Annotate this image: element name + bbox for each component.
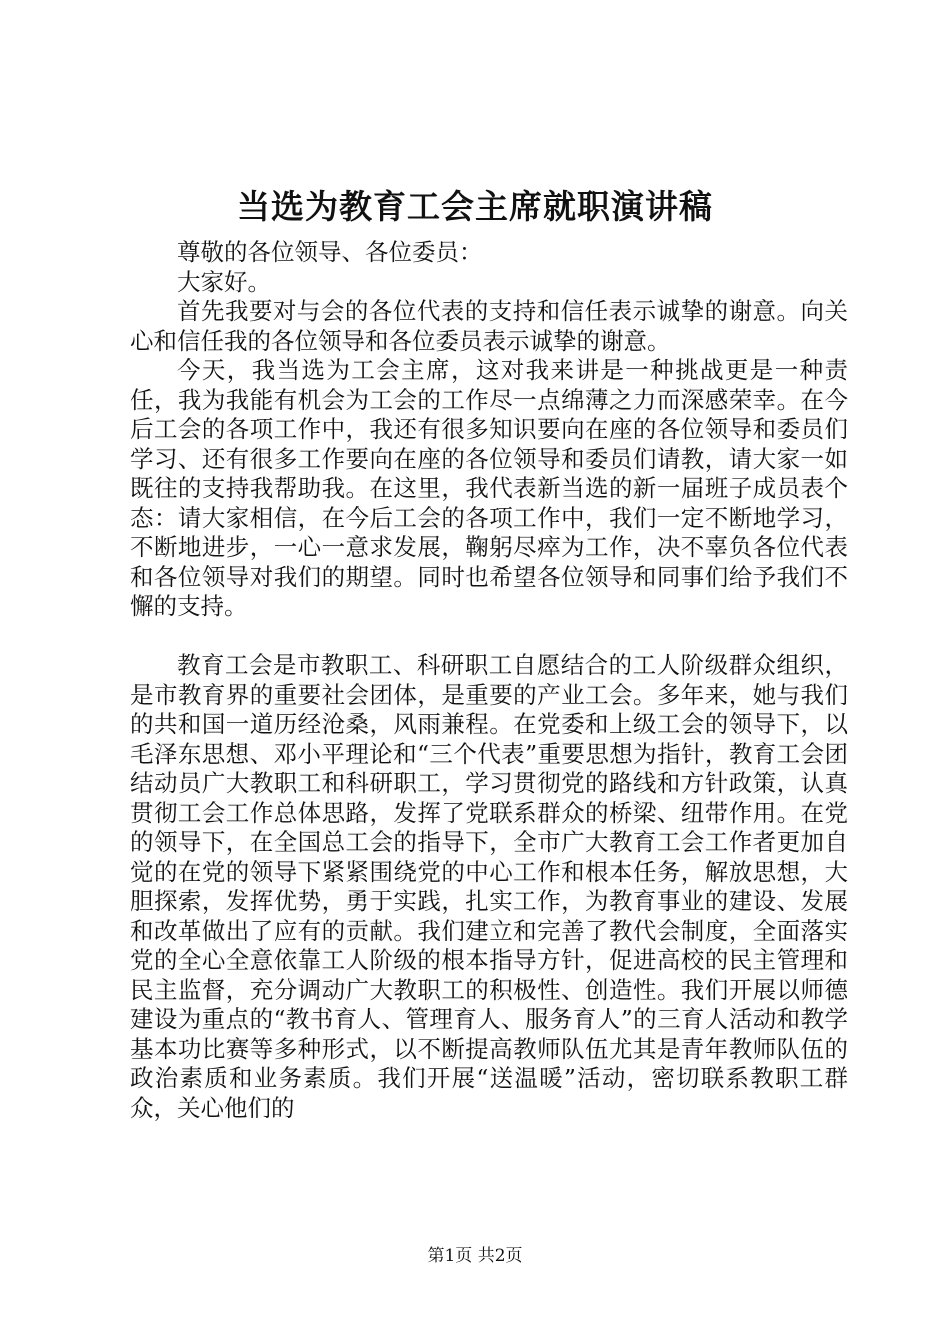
paragraph-thanks: 首先我要对与会的各位代表的支持和信任表示诚挚的谢意。向关心和信任我的各位领导和各位委员表示诚挚的谢意。 bbox=[130, 297, 848, 355]
document-title: 当选为教育工会主席就职演讲稿 bbox=[237, 187, 713, 226]
page-footer: 第1页 共2页 bbox=[427, 1246, 523, 1266]
paragraph-union-history: 教育工会是市教职工、科研职工自愿结合的工人阶级群众组织，是市教育界的重要社会团体，是重要的产业工会。多年来，她与我们的共和国一道历经沧桑，风雨兼程。在党委和上级工会的领导下，以毛泽东思想、邓小平理论和“三个代表”重要思想为指针，教育工会团结动员广大教职工和科研职工，学习贯彻党的路线和方针政策，认真贯彻工会工作总体思路，发挥了党联系群众的桥梁、纽带作用。在党的领导下，在全国总工会的指导下，全市广大教育工会工作者更加自觉的在党的领导下紧紧围绕党的中心工作和根本任务，解放思想，大胆探索，发挥优势，勇于实践，扎实工作，为教育事业的建设、发展和改革做出了应有的贡献。我们建立和完善了教代会制度，全面落实党的全心全意依靠工人阶级的根本指导方针，促进高校的民主管理和民主监督，充分调动广大教职工的积极性、创造性。我们开展以师德建设为重点的“教书育人、管理育人、服务育人”的三育人活动和教学基本功比赛等多种形式，以不断提高教师队伍尤其是青年教师队伍的政治素质和业务素质。我们开展“送温暖”活动，密切联系教职工群众，关心他们的 bbox=[130, 651, 848, 1122]
greeting: 大家好。 bbox=[177, 267, 271, 296]
document-body bbox=[130, 238, 848, 1123]
paragraph-responsibility: 今天，我当选为工会主席，这对我来讲是一种挑战更是一种责任，我为我能有机会为工会的工作尽一点绵薄之力而深感荣幸。在今后工会的各项工作中，我还有很多知识要向在座的各位领导和委员们学习、还有很多工作要向在座的各位领导和委员们请教，请大家一如既往的支持我帮助我。在这里，我代表新当选的新一届班子成员表个态：请大家相信，在今后工会的各项工作中，我们一定不断地学习，不断地进步，一心一意求发展，鞠躬尽瘁为工作，决不辜负各位代表和各位领导对我们的期望。同时也希望各位领导和同事们给予我们不懈的支持。 bbox=[130, 356, 848, 620]
salutation: 尊敬的各位领导、各位委员： bbox=[177, 238, 483, 266]
paragraph-gap bbox=[130, 622, 848, 652]
